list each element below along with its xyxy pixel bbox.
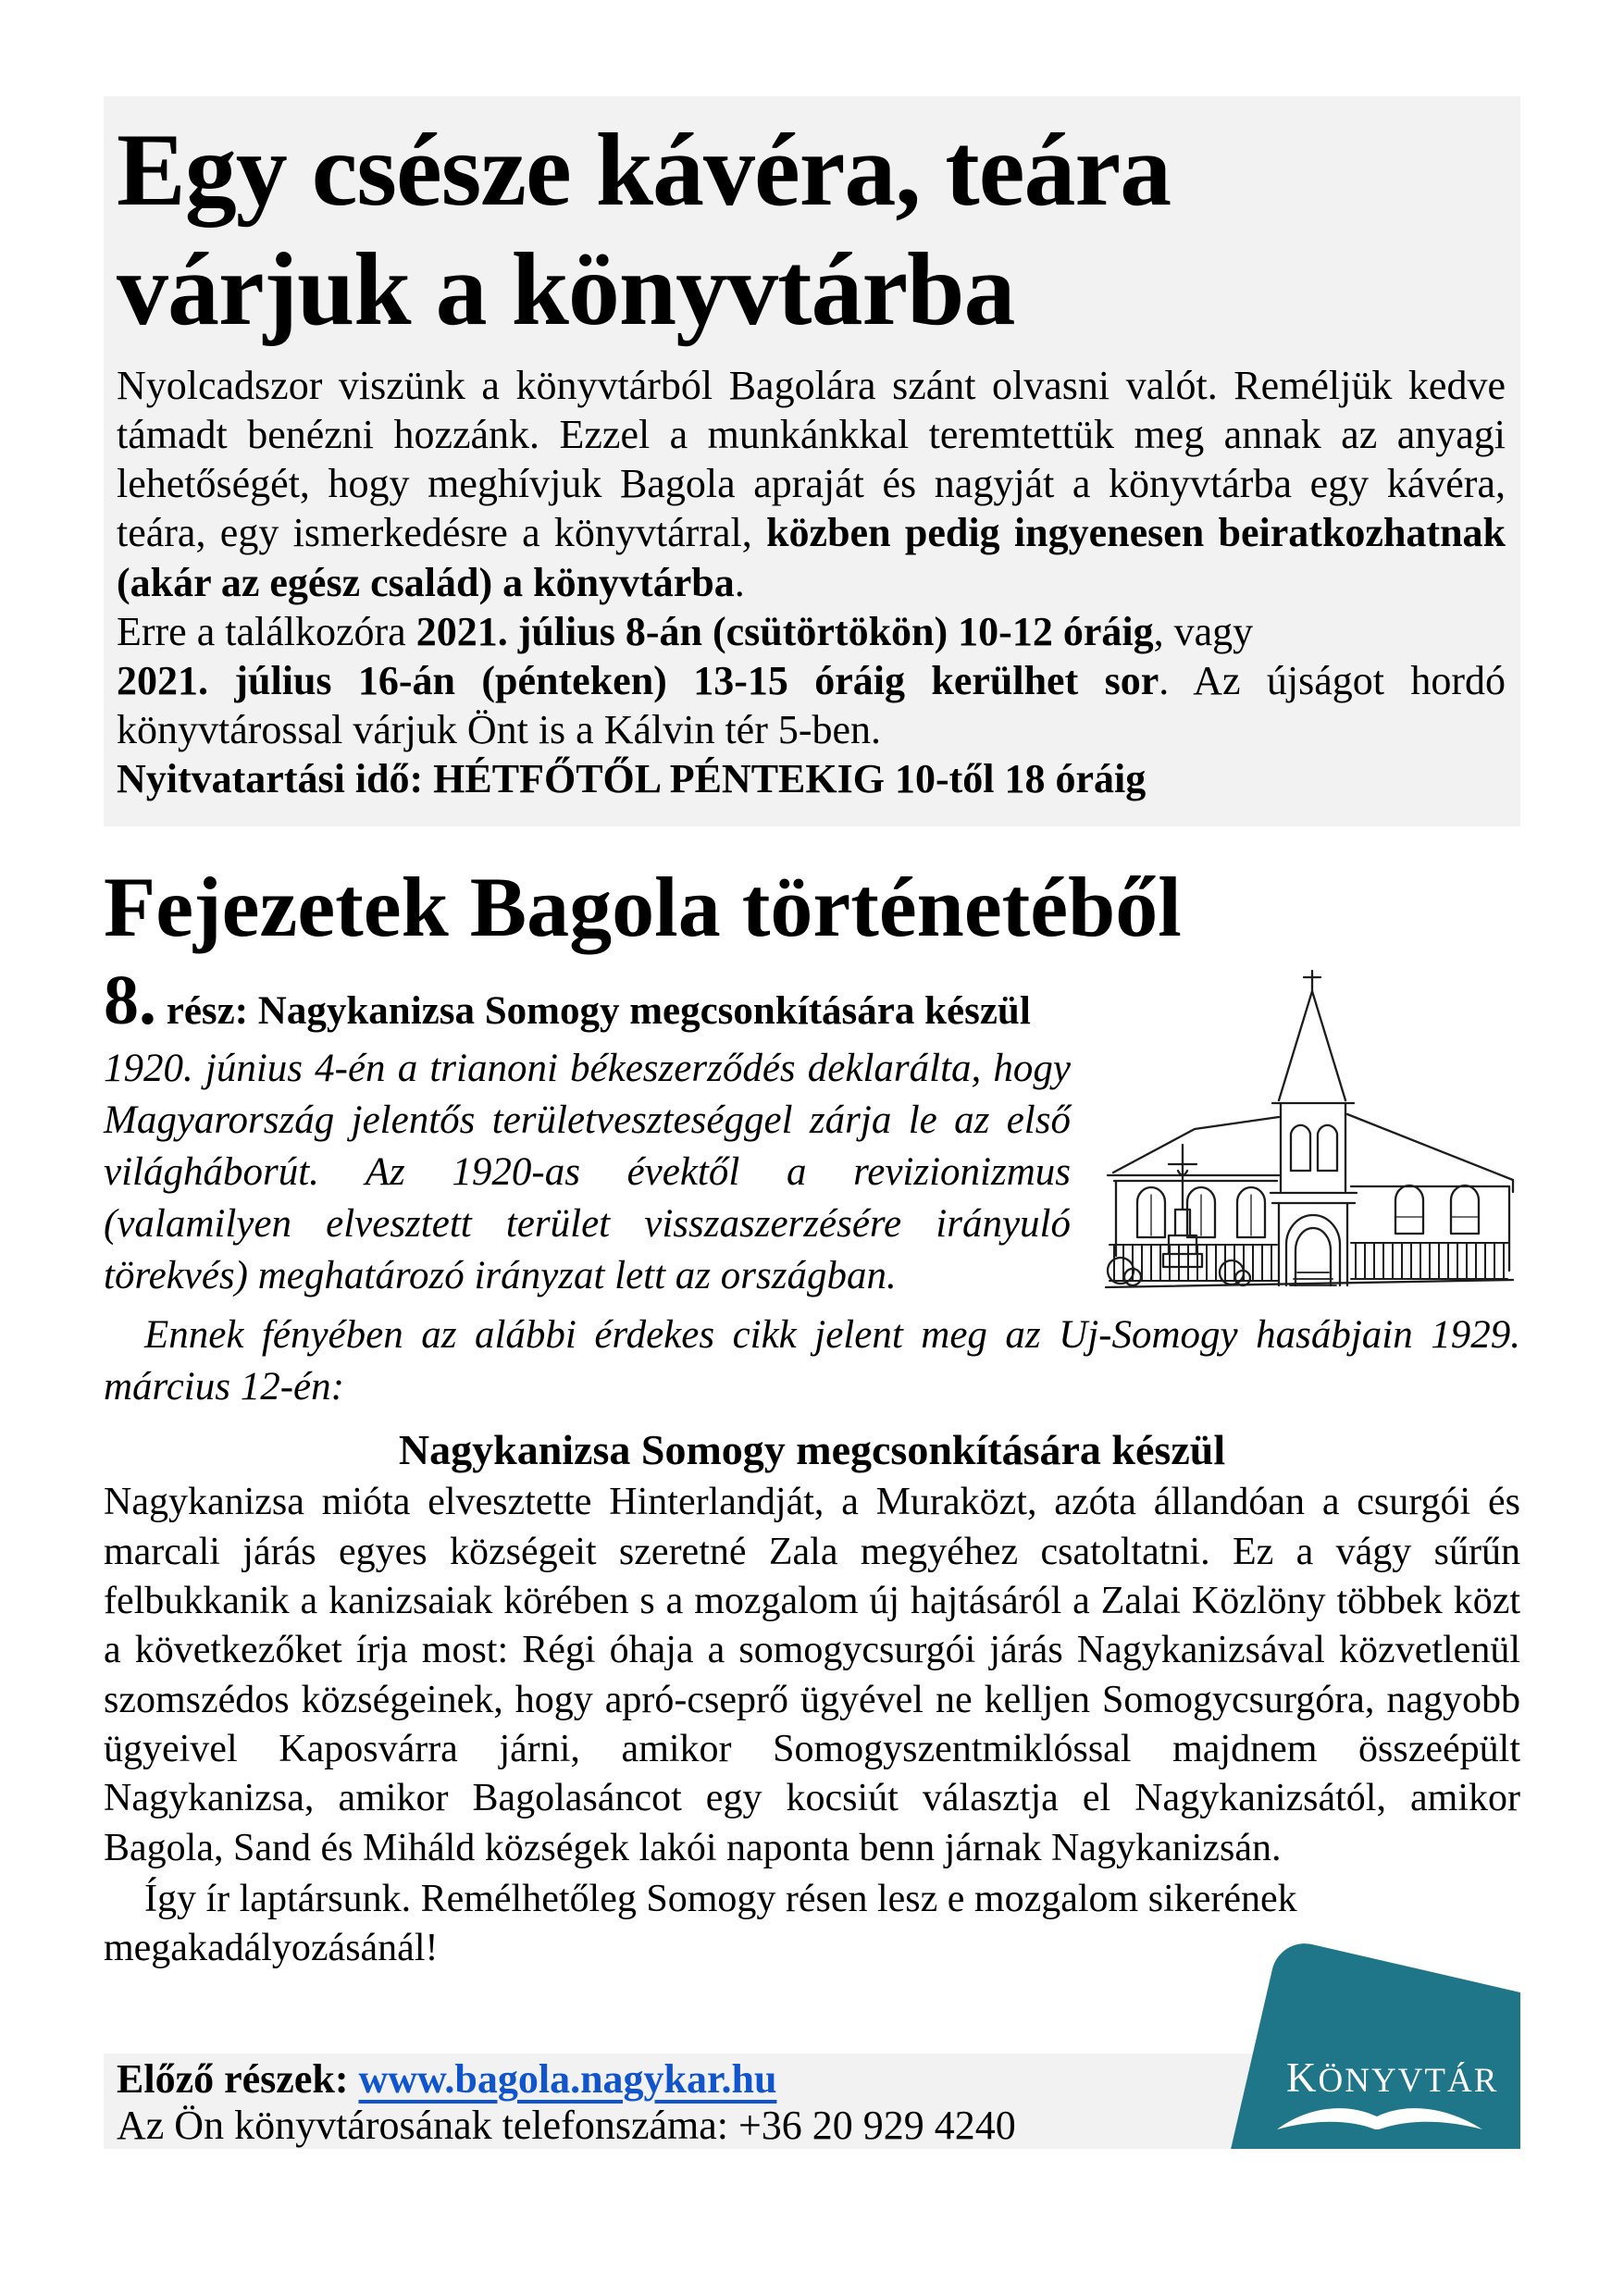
- part-title: rész: Nagykanizsa Somogy megcsonkítására készül: [156, 989, 1031, 1034]
- history-section: [104, 861, 1520, 1974]
- header-article: [104, 96, 1520, 826]
- previous-parts-label: Előző részek:: [117, 2056, 359, 2102]
- title-line-1: Egy csésze kávéra, teára: [117, 113, 1172, 228]
- library-logo: [1221, 1933, 1520, 2149]
- logo-wordmark: KÖNYVTÁR: [1286, 2054, 1499, 2101]
- church-illustration: [1095, 962, 1520, 1302]
- intro-paragraph-2: Ennek fényében az alábbi érdekes cikk jelent meg az Uj-Somogy hasábjain 1929. március 12-én:: [104, 1312, 1520, 1409]
- title-line-2: várjuk a könyvtárba: [117, 231, 1015, 347]
- previous-parts-link[interactable]: www.bagola.nagykar.hu: [358, 2056, 777, 2102]
- article-closing: Így ír laptársunk. Remélhetőleg Somogy résen lesz e mozgalom sikerének megakadályozásánál!: [104, 1878, 1297, 1970]
- church-line-drawing-icon: [1095, 962, 1520, 1302]
- intro-paragraph-1: 1920. június 4-én a trianoni békeszerződés deklarálta, hogy Magyarország jelentős területveszteséggel zárja le az első világháborút. Az 1920-as évektől a revizionizmus (valamilyen elvesztett terület visszaszerzésére irányuló törekvés) meghatározó irányzat lett az országban.: [104, 1047, 1071, 1297]
- open-book-icon: [1270, 2094, 1490, 2137]
- article-body: Nagykanizsa mióta elvesztette Hinterlandját, a Muraközt, azóta állandóan a csurgói és marcali járás egyes községeit szeretné Zala megyéhez csatoltatni. Ez a vágy sűrűn felbukkanik a kanizsaiak körében s a mozgalom új hajtásáról a Zalai Közlöny többek közt a következőket írja most: Régi óhaja a somogycsurgói járás Nagykanizsával közvetlenül szomszédos községeinek, hogy apró-cseprő ügyével ne kelljen Somogycsurgóra, nagyobb ügyeivel Kaposvárra járni, amikor Somogyszentmiklóssal majdnem összeépült Nagykanizsa, amikor Bagolasáncot egy kocsiút választja el Nagykanizsától, amikor Bagola, Sand és Miháld községek lakói naponta benn járnak Nagykanizsán.: [104, 1481, 1520, 1869]
- part-number: 8.: [104, 962, 156, 1040]
- history-heading: Fejezetek Bagola történetéből: [104, 860, 1182, 954]
- article-heading: Nagykanizsa Somogy megcsonkítására készül: [398, 1426, 1226, 1474]
- phone-line: Az Ön könyvtárosának telefonszáma: +36 20 929 4240: [117, 2103, 1016, 2148]
- header-paragraph: Nyolcadszor viszünk a könyvtárból Bagolára szánt olvasni valót. Reméljük kedve támadt benézni hozzánk. Ezzel a munkánkkal teremtettük meg annak az anyagi lehetőségét, hogy meghívjuk Bagola apraját és nagyját a könyvtárba egy kávéra, teára, egy ismerkedésre a könyvtárral, közben pedig ingyenesen beiratkozhatnak (akár az egész család) a könyvtárba. Erre a találkozóra 2021. július 8-án (csütörtökön) 10-12 óráig, vagy 2021. július 16-án (pénteken) 13-15 óráig kerülhet sor. Az újságot hordó könyvtárossal várjuk Önt is a Kálvin tér 5-ben. Nyitvatartási idő: HÉTFŐTŐL PÉNTEKIG 10-től 18 óráig: [117, 362, 1506, 802]
- page-title: [117, 111, 1506, 350]
